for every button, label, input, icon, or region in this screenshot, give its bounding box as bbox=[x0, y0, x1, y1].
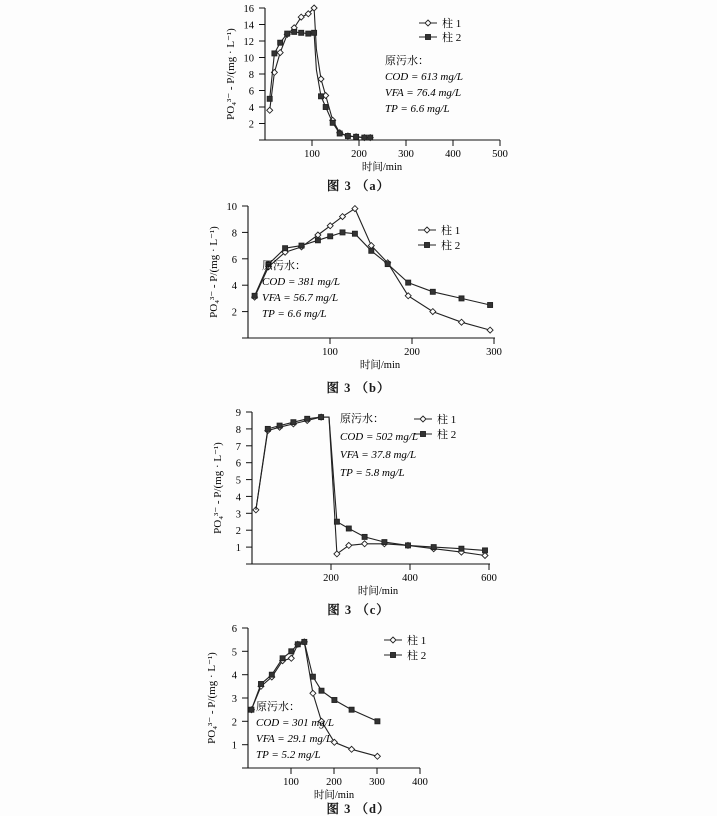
chart-b-svg bbox=[0, 198, 717, 371]
chart-a-svg bbox=[0, 0, 717, 172]
chart-d-xtick-300: 300 bbox=[369, 777, 385, 788]
chart-b-ytick-2: 2 bbox=[231, 307, 237, 319]
figure-caption-a-sub: （a） bbox=[355, 179, 391, 193]
chart-d-legend bbox=[384, 633, 426, 662]
chart-d-ytick-3: 3 bbox=[231, 694, 237, 705]
chart-a-ytick-2: 2 bbox=[248, 119, 254, 131]
chart-c-ytick-1: 1 bbox=[235, 543, 241, 555]
chart-d bbox=[0, 620, 717, 801]
chart-b-xlabel: 时间/min bbox=[359, 360, 401, 371]
chart-c-xtick-600: 600 bbox=[481, 573, 497, 584]
chart-b-ytick-4: 4 bbox=[231, 281, 237, 293]
chart-b-note-2: VFA = 56.7 mg/L bbox=[262, 292, 339, 304]
chart-c-xtick-400: 400 bbox=[402, 573, 418, 584]
chart-c-note-0: 原污水： bbox=[340, 413, 384, 425]
chart-a bbox=[0, 0, 717, 172]
chart-d-ytick-4: 4 bbox=[231, 670, 237, 682]
chart-d-ytick-1: 1 bbox=[231, 740, 237, 752]
chart-d-xtick-100: 100 bbox=[283, 777, 299, 788]
chart-a-ytick-6: 6 bbox=[248, 86, 254, 98]
chart-a-note-2: VFA = 76.4 mg/L bbox=[385, 87, 462, 99]
chart-a-xlabel: 时间/min bbox=[361, 162, 403, 173]
chart-b-annotations bbox=[262, 258, 340, 320]
chart-a-note-0: 原污水： bbox=[385, 55, 429, 67]
figure-caption-b-sub: （b） bbox=[355, 381, 391, 395]
chart-b-note-1: COD = 381 mg/L bbox=[262, 276, 341, 288]
figure-caption-c-sub: （c） bbox=[356, 603, 390, 617]
chart-b-note-0: 原污水： bbox=[262, 260, 306, 272]
chart-b-legend-label-2: 柱 2 bbox=[441, 240, 461, 252]
chart-d-note-1: COD = 301 mg/L bbox=[256, 717, 335, 729]
chart-c-ytick-7: 7 bbox=[235, 441, 241, 453]
chart-a-xtick-400: 400 bbox=[445, 149, 461, 160]
chart-d-legend-label-2: 柱 2 bbox=[407, 650, 427, 662]
chart-a-ytick-16: 16 bbox=[243, 4, 254, 15]
chart-a-note-3: TP = 6.6 mg/L bbox=[385, 103, 450, 115]
chart-a-ylabel: PO₄³⁻ - P/(mg · L⁻¹) bbox=[225, 28, 237, 120]
chart-b bbox=[0, 198, 717, 371]
chart-c-ytick-3: 3 bbox=[235, 509, 241, 521]
chart-b-ylabel: PO₄³⁻ - P/(mg · L⁻¹) bbox=[208, 226, 220, 318]
chart-d-annotations bbox=[256, 699, 334, 761]
figure-caption-c-label: 图 3 bbox=[327, 603, 353, 617]
figure-block-a bbox=[0, 0, 717, 194]
chart-c-note-1: COD = 502 mg/L bbox=[340, 431, 419, 443]
chart-a-ytick-14: 14 bbox=[243, 20, 254, 32]
chart-c-ytick-5: 5 bbox=[235, 475, 241, 487]
chart-a-series-2-line bbox=[270, 32, 371, 138]
chart-a-xtick-300: 300 bbox=[398, 149, 414, 160]
chart-d-xtick-200: 200 bbox=[326, 777, 342, 788]
chart-b-xtick-300: 300 bbox=[486, 347, 502, 358]
chart-c-annotations bbox=[340, 411, 418, 479]
figure-caption-a-label: 图 3 bbox=[326, 179, 352, 193]
chart-b-xtick-200: 200 bbox=[404, 347, 420, 358]
chart-c-xlabel: 时间/min bbox=[357, 586, 399, 597]
chart-c-note-3: TP = 5.8 mg/L bbox=[340, 467, 405, 479]
chart-a-ytick-10: 10 bbox=[243, 53, 254, 65]
chart-d-ylabel: PO₄³⁻ - P/(mg · L⁻¹) bbox=[206, 652, 218, 744]
chart-c-ytick-4: 4 bbox=[235, 492, 241, 504]
figure-caption-d-sub: （d） bbox=[355, 802, 391, 816]
chart-a-annotations bbox=[385, 53, 463, 115]
figure-caption-d-label: 图 3 bbox=[326, 802, 352, 816]
chart-a-xtick-200: 200 bbox=[351, 149, 367, 160]
chart-c-ylabel: PO₄³⁻ - P/(mg · L⁻¹) bbox=[212, 442, 224, 534]
chart-b-ytick-10: 10 bbox=[226, 202, 237, 213]
chart-a-ytick-8: 8 bbox=[248, 70, 254, 81]
chart-c-legend bbox=[414, 412, 456, 441]
chart-a-xtick-500: 500 bbox=[492, 149, 508, 160]
figure-block-d bbox=[0, 620, 717, 817]
figure-caption-d bbox=[0, 799, 717, 817]
chart-d-note-3: TP = 5.2 mg/L bbox=[256, 749, 321, 761]
chart-c-ytick-8: 8 bbox=[235, 424, 241, 436]
chart-c-svg bbox=[0, 404, 717, 597]
figure-block-b bbox=[0, 198, 717, 396]
figure-caption-a bbox=[0, 176, 717, 194]
chart-a-legend-label-2: 柱 2 bbox=[442, 32, 462, 44]
chart-d-note-0: 原污水： bbox=[256, 701, 300, 713]
figure-caption-b bbox=[0, 378, 717, 396]
chart-d-xtick-400: 400 bbox=[412, 777, 428, 788]
chart-c-legend-label-1: 柱 1 bbox=[437, 414, 457, 426]
chart-b-legend bbox=[418, 223, 460, 252]
chart-a-series-1-line bbox=[270, 8, 371, 138]
chart-c-note-2: VFA = 37.8 mg/L bbox=[340, 449, 417, 461]
chart-c-ytick-6: 6 bbox=[235, 458, 241, 470]
chart-d-legend-label-1: 柱 1 bbox=[407, 635, 427, 647]
chart-d-ytick-5: 5 bbox=[231, 647, 237, 659]
chart-d-svg bbox=[0, 620, 717, 801]
chart-a-ytick-12: 12 bbox=[243, 37, 254, 48]
chart-b-legend-label-1: 柱 1 bbox=[441, 225, 461, 237]
chart-c-xtick-200: 200 bbox=[323, 573, 339, 584]
chart-d-xlabel: 时间/min bbox=[313, 790, 355, 801]
chart-d-ytick-2: 2 bbox=[231, 717, 237, 729]
chart-c bbox=[0, 404, 717, 597]
chart-a-note-1: COD = 613 mg/L bbox=[385, 71, 464, 83]
chart-a-ytick-4: 4 bbox=[248, 103, 254, 114]
figure-caption-c bbox=[0, 600, 717, 618]
chart-b-xtick-100: 100 bbox=[322, 347, 338, 358]
chart-c-ytick-9: 9 bbox=[235, 408, 241, 419]
chart-c-ytick-2: 2 bbox=[235, 526, 241, 538]
chart-b-note-3: TP = 6.6 mg/L bbox=[262, 308, 327, 320]
chart-a-legend bbox=[419, 16, 461, 44]
chart-b-ytick-6: 6 bbox=[231, 254, 237, 266]
figure-block-c bbox=[0, 404, 717, 618]
chart-c-legend-label-2: 柱 2 bbox=[437, 429, 457, 441]
chart-d-ytick-6: 6 bbox=[231, 624, 237, 635]
figure-caption-b-label: 图 3 bbox=[326, 381, 352, 395]
chart-d-note-2: VFA = 29.1 mg/L bbox=[256, 733, 333, 745]
chart-a-legend-label-1: 柱 1 bbox=[442, 18, 462, 30]
chart-a-xtick-100: 100 bbox=[304, 149, 320, 160]
chart-b-ytick-8: 8 bbox=[231, 228, 237, 240]
